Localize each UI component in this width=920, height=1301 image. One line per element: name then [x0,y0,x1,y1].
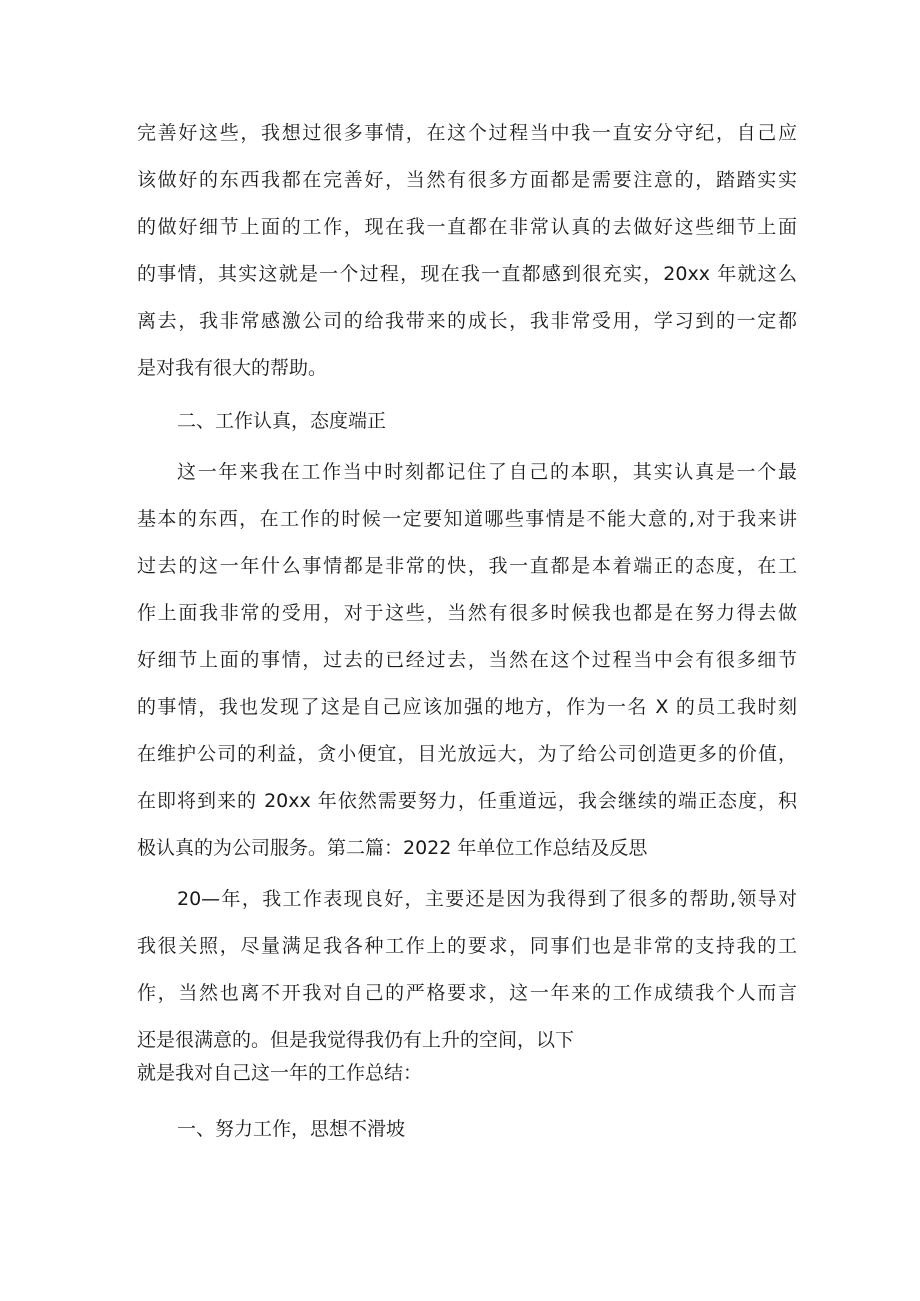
paragraph-2-line-9: 极认真的为公司服务。第二篇：2022 年单位工作总结及反思 [137,837,648,859]
paragraph-2-line-1: 这一年来我在工作当中时刻都记住了自己的本职，其实认真是一个最 [177,461,797,483]
paragraph-1-line-1: 完善好这些，我想过很多事情，在这个过程当中我一直安分守纪，自己应 [137,122,797,144]
paragraph-3-line-3: 作，当然也离不开我对自己的严格要求，这一年来的工作成绩我个人而言 [137,982,797,1004]
paragraph-1-line-6: 是对我有很大的帮助。 [137,357,328,379]
paragraph-3-line-2: 我很关照，尽量满足我各种工作上的要求，同事们也是非常的支持我的工 [137,935,797,957]
paragraph-1-line-4: 的事情，其实这就是一个过程，现在我一直都感到很充实，20xx 年就这么 [137,263,797,285]
section-heading-work-attitude: 二、工作认真，态度端正 [177,410,387,432]
paragraph-2-line-8: 在即将到来的 20xx 年依然需要努力，任重道远，我会继续的端正态度，积 [137,790,797,812]
paragraph-3-line-1: 20—年，我工作表现良好，主要还是因为我得到了很多的帮助,领导对 [177,888,797,910]
paragraph-1-line-3: 的做好细节上面的工作，现在我一直都在非常认真的去做好这些细节上面 [137,216,797,238]
paragraph-2-line-3: 过去的这一年什么事情都是非常的快，我一直都是本着端正的态度，在工 [137,555,797,577]
paragraph-2-line-2: 基本的东西，在工作的时候一定要知道哪些事情是不能大意的,对于我来讲 [137,508,797,530]
paragraph-1-line-2: 该做好的东西我都在完善好，当然有很多方面都是需要注意的，踏踏实实 [137,169,797,191]
section-heading-work-hard: 一、努力工作，思想不滑坡 [177,1118,406,1140]
paragraph-3-line-4: 还是很满意的。但是我觉得我仍有上升的空间，以下 [137,1029,575,1051]
paragraph-2-line-7: 在维护公司的利益，贪小便宜，目光放远大，为了给公司创造更多的价值， [137,743,797,765]
paragraph-2-line-6: 的事情，我也发现了这是自己应该加强的地方，作为一名 X 的员工我时刻 [137,696,797,718]
paragraph-2-line-4: 作上面我非常的受用，对于这些，当然有很多时候我也都是在努力得去做 [137,602,797,624]
paragraph-3-line-5: 就是我对自己这一年的工作总结： [137,1062,423,1084]
paragraph-2-line-5: 好细节上面的事情，过去的已经过去，当然在这个过程当中会有很多细节 [137,649,797,671]
paragraph-1-line-5: 离去，我非常感激公司的给我带来的成长，我非常受用，学习到的一定都 [137,310,797,332]
